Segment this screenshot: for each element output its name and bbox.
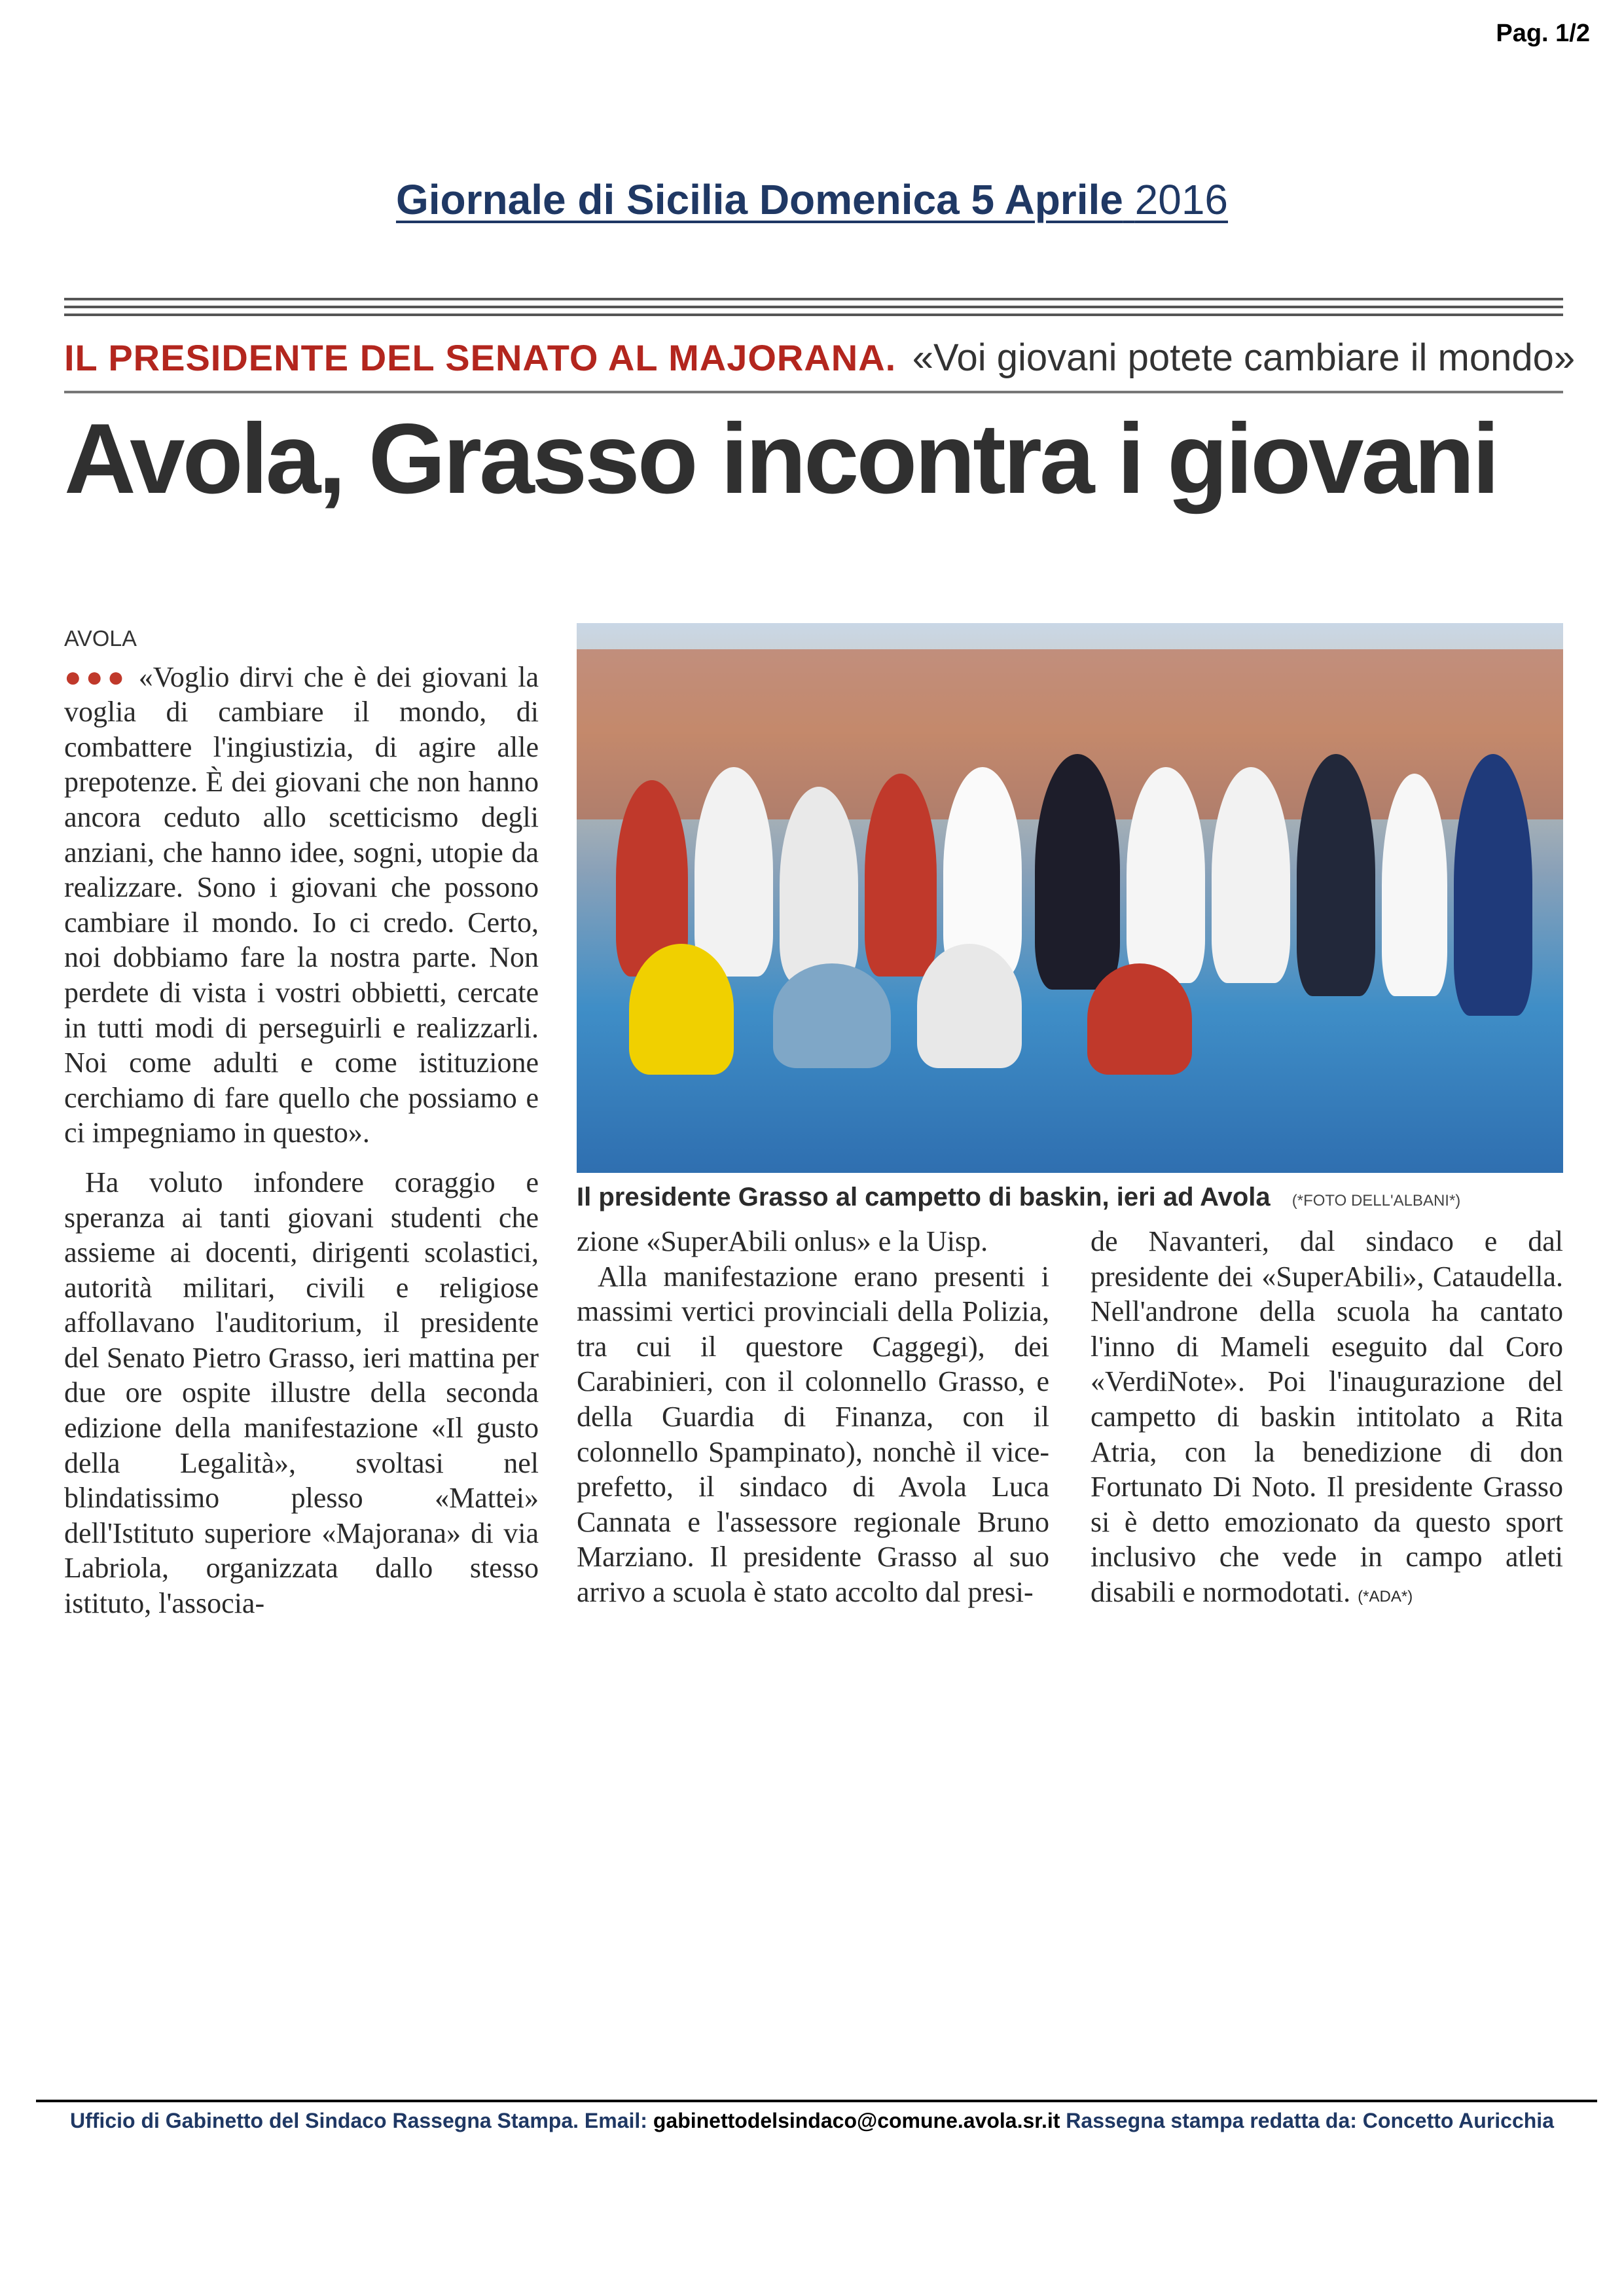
photo-caption <box>577 1183 1563 1212</box>
article-column-2 <box>577 1224 1049 1610</box>
paragraph: zione «SuperAbili onlus» e la Uisp. <box>577 1225 988 1257</box>
page-number: Pag. 1/2 <box>1496 20 1590 47</box>
paragraph-text: «Voglio dirvi che è dei giovani la voglia di cambiare il mondo, di combattere l'ingiustizia, di agire alle prepotenze. È dei giovani che non hanno ancora ceduto allo scetticismo degli anziani, che hanno idee, sogni, utopie da realizzare. Sono i giovani che possono cambiare il mondo. Io ci credo. Certo, noi dobbiamo fare la nostra parte. Non perdete di vista i vostri obbietti, cercate in tutti modi di perseguirli e realizzarli. Noi come adulti e come istituzione cerchiamo di fare quello che possiamo e ci impegniamo in questo». <box>64 660 539 1149</box>
article-headline: Avola, Grasso incontra i giovani <box>64 403 1498 514</box>
top-rules <box>64 298 1563 321</box>
footer-office: Ufficio di Gabinetto del Sindaco Rassegna Stampa. Email: <box>70 2109 647 2132</box>
paragraph <box>64 660 539 1151</box>
document-title <box>0 175 1624 224</box>
kicker-line <box>64 336 1576 388</box>
photo-credit: (*FOTO DELL'ALBANI*) <box>1291 1192 1461 1210</box>
footer-email-link[interactable]: gabinettodelsindaco@comune.avola.sr.it <box>653 2109 1060 2132</box>
footer <box>0 2109 1624 2133</box>
photo-caption-text: Il presidente Grasso al campetto di baskin, ieri ad Avola <box>577 1183 1271 1211</box>
paragraph: Ha voluto infondere coraggio e speranza ai tanti giovani studenti che assieme ai docenti, dirigenti scolastici, autorità militari, civili e religiose affollavano l'auditorium, il presidente del Senato Pietro Grasso, ieri mattina per due ore ospite illustre della seconda edizione della manifestazione «Il gusto della Legalità», svoltasi nel blindatissimo plesso «Mattei» dell'Istituto superiore «Majorana» di via Labriola, organizzata dallo stesso istituto, l'associa- <box>64 1166 539 1620</box>
photo-group-of-people <box>603 728 1532 1094</box>
kicker-text: IL PRESIDENTE DEL SENATO AL MAJORANA. <box>64 337 897 378</box>
kicker-quote: «Voi giovani potete cambiare il mondo» <box>912 336 1576 379</box>
paragraph: de Navanteri, dal sindaco e dal presidente dei «SuperAbili», Cataudella. Nell'androne della scuola ha cantato l'inno di Mameli eseguito dal Coro «VerdiNote». Poi l'inaugurazione del campetto di baskin intitolato a Rita Atria, con la benedizione di don Fortunato Di Noto. Il presidente Grasso si è detto emozionato da questo sport inclusivo che vede in campo atleti disabili e normodotati. <box>1091 1225 1563 1608</box>
paragraph: Alla manifestazione erano presenti i massimi vertici provinciali della Polizia, tra cui il questore Caggegi), dei Carabinieri, con il colonnello Grasso, e della Guardia di Finanza, con il colonnello Spampinato), nonchè il vice-prefetto, il sindaco di Avola Luca Cannata e l'assessore regionale Bruno Marziano. Il presidente Grasso al suo arrivo a scuola è stato accolto dal presi- <box>577 1260 1049 1608</box>
footer-divider <box>36 2100 1597 2102</box>
author-signature: (*ADA*) <box>1358 1587 1413 1605</box>
dateline: AVOLA <box>64 626 137 651</box>
article-photo <box>577 623 1563 1173</box>
kicker-divider <box>64 391 1563 393</box>
bullets-icon: ●●● <box>64 660 129 693</box>
article-column-1 <box>64 622 539 1621</box>
footer-credit: Rassegna stampa redatta da: Concetto Auricchia <box>1066 2109 1554 2132</box>
article-column-3 <box>1091 1224 1563 1615</box>
document-title-year: 2016 <box>1134 176 1229 223</box>
document-title-newspaper-date: Giornale di Sicilia Domenica 5 Aprile <box>395 176 1123 223</box>
newspaper-clipping <box>64 298 1576 1695</box>
